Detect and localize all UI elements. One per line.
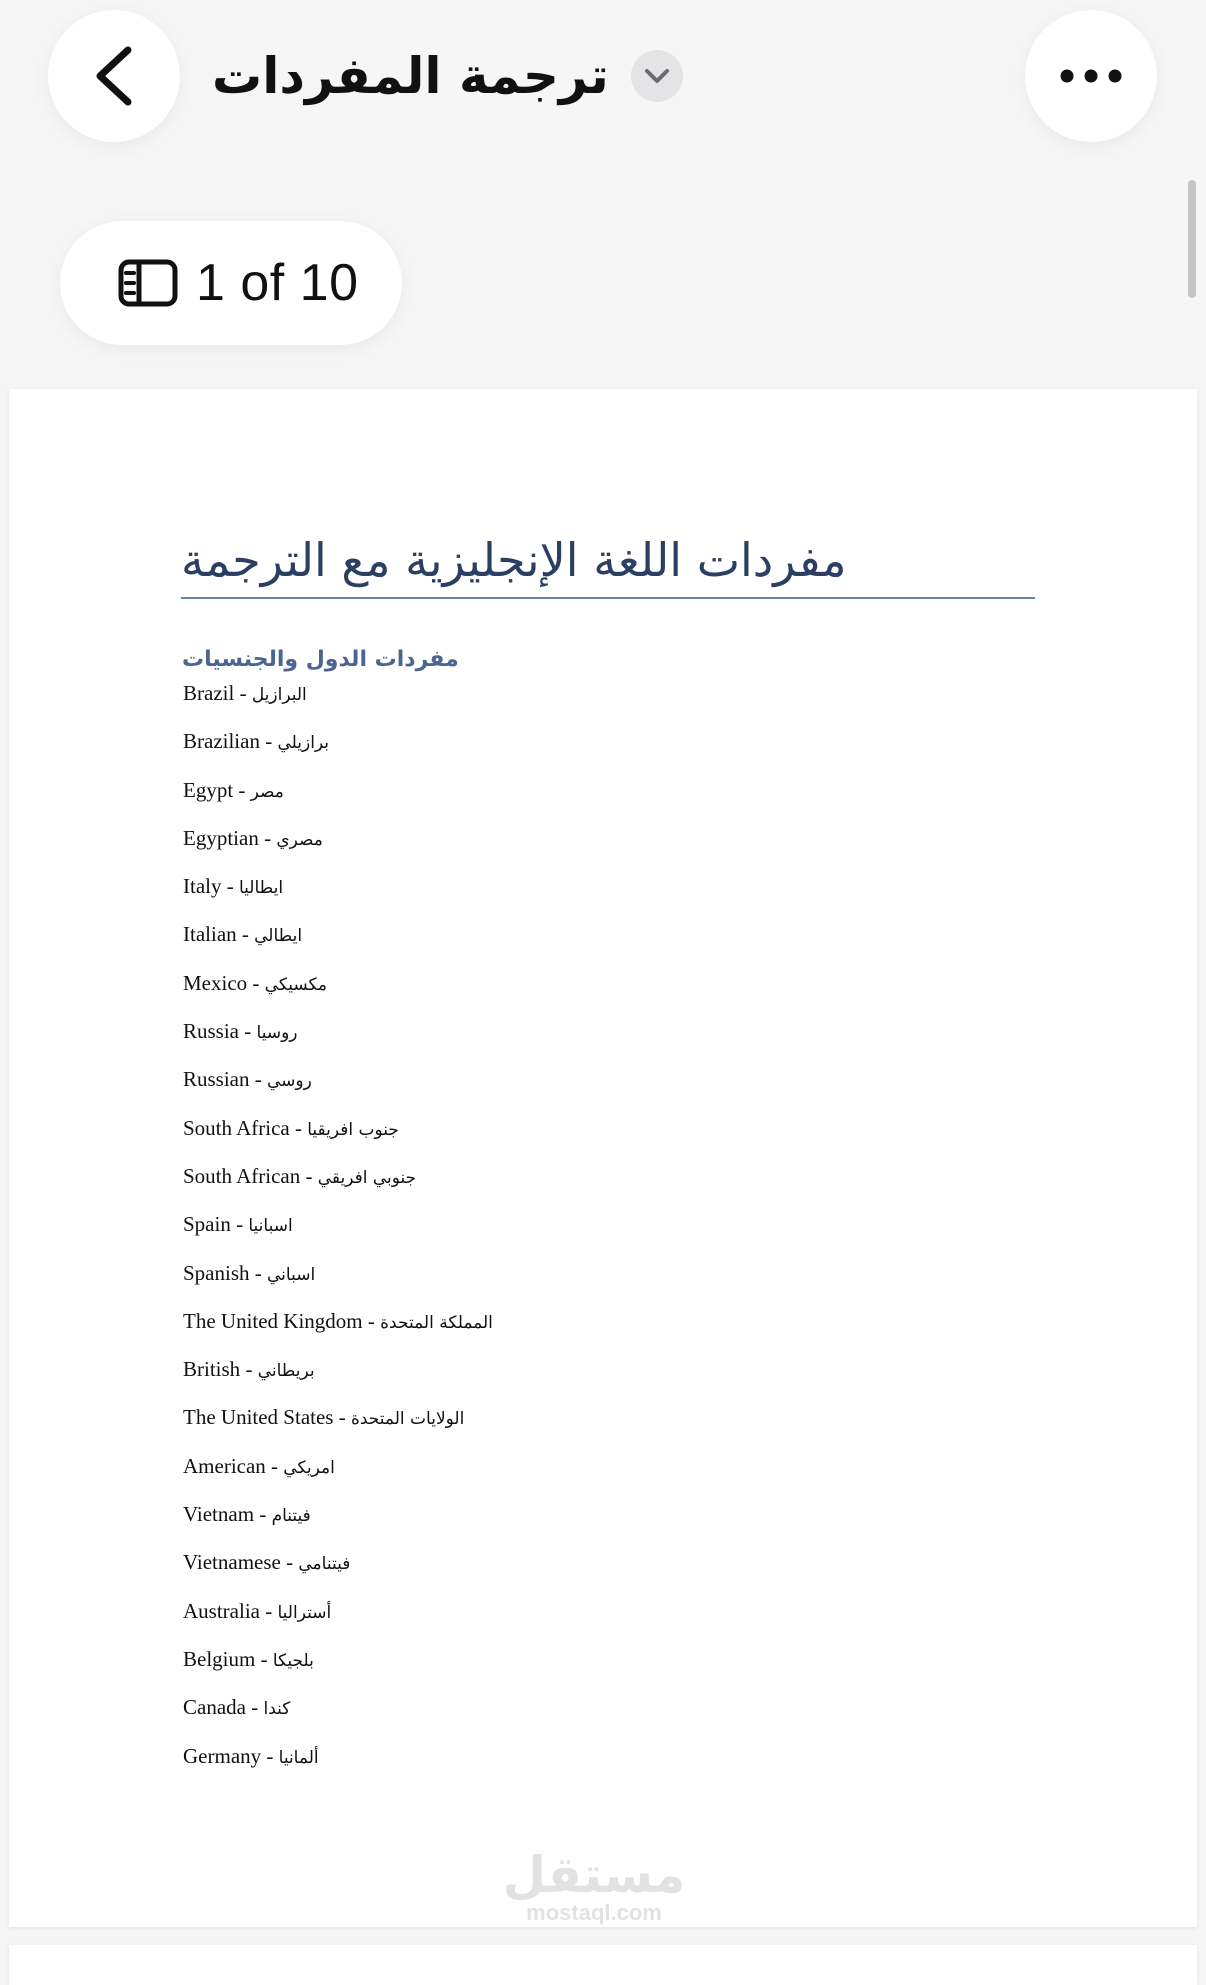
vocab-english: The United States [183,1405,334,1430]
vocab-english: Germany [183,1743,262,1768]
vocab-arabic: مكسيكي [264,974,328,995]
vocab-english: British [183,1357,241,1382]
vocabulary-list [183,681,493,1792]
vocab-separator: - [233,777,251,802]
vocab-entry [183,922,493,970]
document-heading: مفردات اللغة الإنجليزية مع الترجمة [181,533,847,587]
watermark-logo: مستقل [502,1846,686,1904]
vocab-separator: - [249,1067,268,1092]
watermark [489,1846,699,1925]
vocab-separator: - [239,1019,257,1044]
vocab-separator: - [230,1212,249,1237]
chevron-left-icon [92,44,136,108]
chevron-down-icon [644,68,670,84]
vocab-separator: - [236,922,255,947]
vocab-entry [183,874,493,922]
vocab-arabic: المملكة المتحدة [380,1312,493,1333]
vocab-english: Mexico [183,970,248,995]
vocab-entry [183,1019,493,1067]
vocab-english: Canada [183,1695,246,1720]
vocab-entry [183,1212,493,1260]
document-title: ترجمة المفردات [212,47,609,105]
vocab-arabic: اسباني [267,1264,316,1285]
vocab-separator: - [249,1260,268,1285]
vocab-separator: - [265,1453,284,1478]
vocab-entry [183,1550,493,1598]
vocab-english: Italian [183,922,237,947]
next-document-page [9,1945,1197,1985]
title-dropdown-button[interactable] [631,50,683,102]
vocab-separator: - [255,1646,273,1671]
vocab-separator: - [245,1695,264,1720]
sidebar-thumbnails-icon [118,259,178,307]
back-button[interactable] [48,10,180,142]
vocab-arabic: جنوب افريقيا [307,1119,399,1140]
vocab-arabic: روسيا [256,1023,298,1044]
page-indicator-button[interactable] [60,221,402,345]
vocab-arabic: برازيلي [277,733,330,754]
vocab-arabic: ألمانيا [278,1747,319,1768]
vocab-english: Egyptian [183,825,259,850]
vocab-arabic: جنوبي افريقي [317,1167,417,1188]
vocab-arabic: فيتنام [271,1506,311,1527]
vocab-english: South African [183,1163,301,1188]
vocab-arabic: مصري [276,829,323,850]
vocab-entry [183,1357,493,1405]
vocab-separator: - [240,1357,258,1382]
vocab-entry [183,1599,493,1647]
vocab-separator: - [254,1502,272,1527]
vocab-entry [183,778,493,826]
vocab-english: The United Kingdom [183,1308,363,1333]
more-options-button[interactable] [1025,10,1157,142]
vocab-entry [183,1744,493,1792]
vocab-entry [183,1502,493,1550]
vocab-english: American [183,1453,266,1478]
vocab-separator: - [258,825,277,850]
scrollbar[interactable] [1188,180,1196,298]
vocab-entry [183,1405,493,1453]
vocab-arabic: ايطاليا [238,878,284,899]
vocab-entry [183,1309,493,1357]
vocab-separator: - [300,1163,318,1188]
vocab-english: Brazil [183,681,235,705]
vocab-arabic: بريطاني [257,1361,315,1382]
vocab-english: South Africa [183,1115,290,1140]
vocab-english: Russian [183,1067,250,1092]
vocab-separator: - [221,874,239,899]
vocab-entry [183,1647,493,1695]
vocab-entry [183,826,493,874]
vocab-english: Vietnam [183,1502,255,1527]
vocab-arabic: أستراليا [277,1602,332,1623]
vocab-separator: - [259,729,278,754]
heading-divider [181,597,1035,599]
vocab-english: Vietnamese [183,1550,281,1575]
vocab-english: Egypt [183,777,234,802]
vocab-english: Spanish [183,1260,250,1285]
vocab-arabic: كندا [263,1699,291,1720]
vocab-entry [183,1454,493,1502]
vocab-arabic: فيتنامي [298,1554,351,1575]
vocab-arabic: مصر [250,781,284,802]
vocab-separator: - [289,1115,308,1140]
watermark-url: mostaql.com [526,1900,662,1925]
vocab-english: Brazilian [183,729,260,754]
vocab-english: Belgium [183,1646,256,1671]
vocab-entry [183,729,493,777]
vocab-arabic: بلجيكا [272,1650,314,1671]
vocab-entry [183,1261,493,1309]
vocab-english: Italy [183,874,222,899]
document-page [9,389,1197,1927]
vocab-english: Spain [183,1212,231,1237]
vocab-arabic: اسبانيا [248,1216,293,1237]
section-title: مفردات الدول والجنسيات [182,647,459,672]
vocab-entry [183,1164,493,1212]
vocab-english: Australia [183,1598,260,1623]
vocab-separator: - [259,1598,278,1623]
vocab-separator: - [333,1405,351,1430]
ellipsis-icon [1059,68,1123,84]
vocab-entry [183,681,493,729]
vocab-entry [183,1067,493,1115]
vocab-arabic: الولايات المتحدة [350,1409,465,1430]
vocab-english: Russia [183,1019,240,1044]
vocab-separator: - [261,1743,279,1768]
vocab-separator: - [234,681,252,705]
vocab-entry [183,971,493,1019]
vocab-entry [183,1116,493,1164]
vocab-separator: - [362,1308,381,1333]
page-indicator-label: 1 of 10 [196,254,359,312]
vocab-arabic: روسي [267,1071,312,1092]
vocab-arabic: البرازيل [251,685,307,705]
vocab-arabic: ايطالي [254,926,303,947]
document-title-area[interactable] [212,40,683,112]
vocab-separator: - [280,1550,299,1575]
vocab-entry [183,1695,493,1743]
vocab-separator: - [247,970,265,995]
vocab-arabic: امريكي [283,1457,335,1478]
